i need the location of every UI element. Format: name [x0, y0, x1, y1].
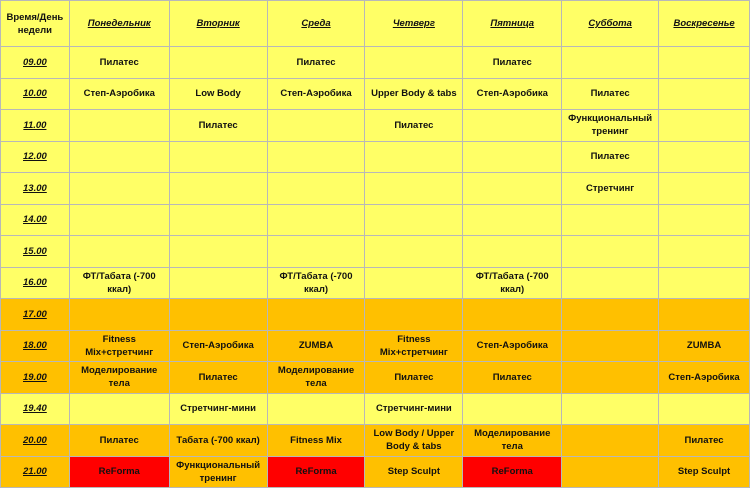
class-cell: [562, 204, 659, 236]
class-cell: [562, 330, 659, 362]
class-cell: Стретчинг-мини: [365, 393, 463, 425]
class-cell: Функциональный тренинг: [169, 456, 267, 488]
class-cell: ReForma: [463, 456, 562, 488]
class-cell: [659, 47, 750, 79]
class-cell: [562, 299, 659, 331]
class-cell: Степ-Аэробика: [69, 78, 169, 110]
schedule-row: [1, 299, 750, 331]
class-cell: [365, 141, 463, 173]
schedule-row: [1, 204, 750, 236]
class-cell: [463, 204, 562, 236]
class-cell: [659, 299, 750, 331]
schedule-row: [1, 47, 750, 79]
class-cell: [659, 393, 750, 425]
class-cell: [69, 141, 169, 173]
class-cell: [169, 173, 267, 205]
schedule-row: [1, 141, 750, 173]
day-header-saturday: Суббота: [562, 1, 659, 47]
class-cell: Моделирование тела: [463, 425, 562, 457]
class-cell: [562, 425, 659, 457]
class-cell: Пилатес: [365, 110, 463, 142]
schedule-row: [1, 330, 750, 362]
time-cell: 17.00: [1, 299, 70, 331]
class-cell: Моделирование тела: [267, 362, 365, 394]
time-cell: 11.00: [1, 110, 70, 142]
class-cell: [659, 141, 750, 173]
class-cell: [267, 236, 365, 268]
schedule-row: [1, 110, 750, 142]
class-cell: Степ-Аэробика: [267, 78, 365, 110]
class-cell: Пилатес: [562, 141, 659, 173]
class-cell: ReForma: [267, 456, 365, 488]
class-cell: Пилатес: [365, 362, 463, 394]
schedule-row: [1, 425, 750, 457]
class-cell: ZUMBA: [659, 330, 750, 362]
class-cell: [463, 110, 562, 142]
class-cell: ReForma: [69, 456, 169, 488]
time-cell: 13.00: [1, 173, 70, 205]
day-header-tuesday: Вторник: [169, 1, 267, 47]
class-cell: Fitness Mix+стретчинг: [365, 330, 463, 362]
class-cell: [365, 236, 463, 268]
class-cell: [659, 110, 750, 142]
day-header-monday: Понедельник: [69, 1, 169, 47]
time-cell: 10.00: [1, 78, 70, 110]
class-cell: [562, 267, 659, 299]
class-cell: [69, 173, 169, 205]
schedule-row: [1, 78, 750, 110]
class-cell: [463, 173, 562, 205]
day-header-friday: Пятница: [463, 1, 562, 47]
class-cell: [659, 78, 750, 110]
class-cell: [365, 173, 463, 205]
class-cell: Fitness Mix: [267, 425, 365, 457]
class-cell: Функциональный тренинг: [562, 110, 659, 142]
class-cell: Low Body: [169, 78, 267, 110]
class-cell: [169, 141, 267, 173]
class-cell: Степ-Аэробика: [659, 362, 750, 394]
class-cell: [659, 236, 750, 268]
time-cell: 18.00: [1, 330, 70, 362]
class-cell: Пилатес: [267, 47, 365, 79]
class-cell: [562, 236, 659, 268]
class-cell: [463, 299, 562, 331]
header-row: [1, 1, 750, 47]
class-cell: Fitness Mix+стретчинг: [69, 330, 169, 362]
corner-header: Время/День недели: [1, 1, 70, 47]
class-cell: [267, 141, 365, 173]
class-cell: [365, 204, 463, 236]
class-cell: [169, 267, 267, 299]
class-cell: Upper Body & tabs: [365, 78, 463, 110]
day-header-sunday: Воскресенье: [659, 1, 750, 47]
class-cell: [267, 110, 365, 142]
class-cell: [267, 204, 365, 236]
class-cell: [69, 393, 169, 425]
class-cell: Step Sculpt: [659, 456, 750, 488]
class-cell: Стретчинг: [562, 173, 659, 205]
class-cell: [267, 173, 365, 205]
class-cell: [562, 393, 659, 425]
schedule-row: [1, 267, 750, 299]
class-cell: [562, 47, 659, 79]
class-cell: [69, 236, 169, 268]
class-cell: [463, 141, 562, 173]
time-cell: 19.00: [1, 362, 70, 394]
schedule-body: [1, 47, 750, 488]
class-cell: ФТ/Табата (-700 ккал): [463, 267, 562, 299]
class-cell: Step Sculpt: [365, 456, 463, 488]
class-cell: Пилатес: [562, 78, 659, 110]
class-cell: Пилатес: [69, 47, 169, 79]
schedule-row: [1, 456, 750, 488]
time-cell: 21.00: [1, 456, 70, 488]
schedule-row: [1, 173, 750, 205]
time-cell: 15.00: [1, 236, 70, 268]
class-cell: [562, 456, 659, 488]
class-cell: [69, 299, 169, 331]
class-cell: [365, 267, 463, 299]
class-cell: Low Body / Upper Body & tabs: [365, 425, 463, 457]
class-cell: Стретчинг-мини: [169, 393, 267, 425]
class-cell: [169, 236, 267, 268]
class-cell: [69, 110, 169, 142]
time-cell: 19.40: [1, 393, 70, 425]
class-cell: [365, 299, 463, 331]
class-cell: [463, 393, 562, 425]
class-cell: ФТ/Табата (-700 ккал): [267, 267, 365, 299]
class-cell: Пилатес: [463, 47, 562, 79]
class-cell: Степ-Аэробика: [463, 330, 562, 362]
class-cell: ZUMBA: [267, 330, 365, 362]
class-cell: [562, 362, 659, 394]
class-cell: Табата (-700 ккал): [169, 425, 267, 457]
class-cell: ФТ/Табата (-700 ккал): [69, 267, 169, 299]
time-cell: 16.00: [1, 267, 70, 299]
class-cell: Пилатес: [463, 362, 562, 394]
day-header-wednesday: Среда: [267, 1, 365, 47]
class-cell: [169, 299, 267, 331]
class-cell: [463, 236, 562, 268]
schedule-row: [1, 236, 750, 268]
class-cell: [69, 204, 169, 236]
day-header-thursday: Четверг: [365, 1, 463, 47]
class-cell: Пилатес: [169, 110, 267, 142]
class-cell: Степ-Аэробика: [463, 78, 562, 110]
class-cell: [169, 47, 267, 79]
class-cell: [267, 393, 365, 425]
class-cell: Пилатес: [69, 425, 169, 457]
schedule-row: [1, 393, 750, 425]
class-cell: [267, 299, 365, 331]
schedule-row: [1, 362, 750, 394]
class-cell: [659, 173, 750, 205]
class-cell: [169, 204, 267, 236]
class-cell: [659, 204, 750, 236]
class-cell: Пилатес: [169, 362, 267, 394]
time-cell: 09.00: [1, 47, 70, 79]
time-cell: 12.00: [1, 141, 70, 173]
class-cell: Моделирование тела: [69, 362, 169, 394]
time-cell: 14.00: [1, 204, 70, 236]
class-cell: [365, 47, 463, 79]
class-cell: Пилатес: [659, 425, 750, 457]
class-cell: [659, 267, 750, 299]
time-cell: 20.00: [1, 425, 70, 457]
class-cell: Степ-Аэробика: [169, 330, 267, 362]
